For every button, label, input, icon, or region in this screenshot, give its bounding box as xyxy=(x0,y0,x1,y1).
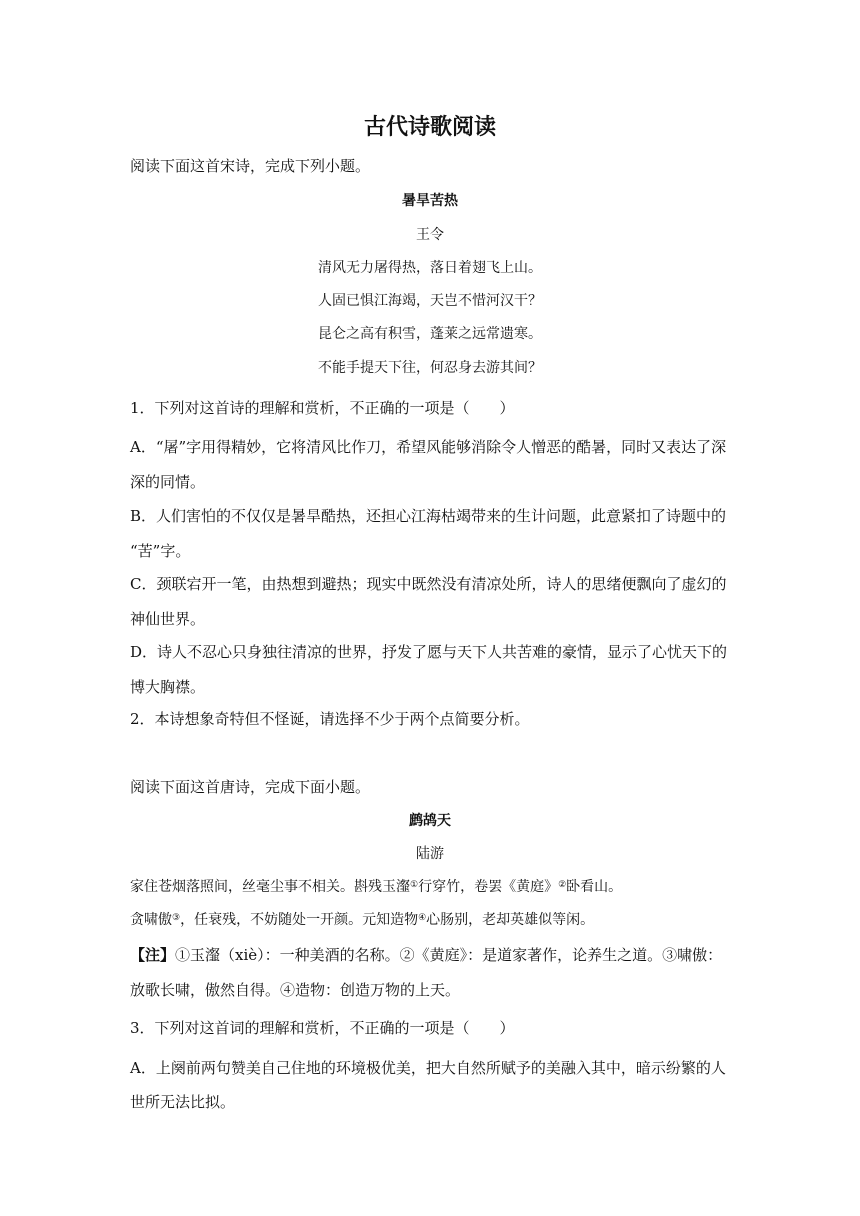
question-1-option-d-cont: 博大胸襟。 xyxy=(130,678,206,696)
footnote-marker: ② xyxy=(558,880,567,890)
question-1-option-c-cont: 神仙世界。 xyxy=(130,610,206,628)
question-1-option-a-cont: 深的同情。 xyxy=(130,473,206,491)
poem1-title: 暑旱苦热 xyxy=(402,193,458,209)
poem2-text: 家住苍烟落照间，丝毫尘事不相关。斟残玉瀣 xyxy=(130,879,410,895)
footnote-marker: ① xyxy=(410,880,419,890)
poem2-text: 贪啸傲 xyxy=(130,912,172,928)
note-text: ①玉瀣（xiè）：一种美酒的名称。②《黄庭》：是道家著作，论养生之道。③啸傲： xyxy=(175,946,723,964)
poem2-line-1 xyxy=(130,876,622,898)
question-2-stem: 2．本诗想象奇特但不怪诞，请选择不少于两个点简要分析。 xyxy=(130,710,530,728)
question-3-stem: 3．下列对这首词的理解和赏析，不正确的一项是（ ） xyxy=(130,1019,515,1037)
question-1-option-b-cont: “苦”字。 xyxy=(130,542,191,560)
poem1-line: 昆仑之高有积雪，蓬莱之远常遗寒。 xyxy=(318,326,542,342)
question-1-option-d: D．诗人不忍心只身独往清凉的世界，抒发了愿与天下人共苦难的豪情，显示了心忧天下的 xyxy=(130,643,728,661)
poem1-line: 不能手提天下往，何忍身去游其间？ xyxy=(318,360,542,376)
note-line-2: 放歌长啸，傲然自得。④造物：创造万物的上天。 xyxy=(130,981,461,999)
question-1-option-c: C．颈联宕开一笔，由热想到避热；现实中既然没有清凉处所，诗人的思绪便飘向了虚幻的 xyxy=(130,575,727,593)
section1-intro: 阅读下面这首宋诗，完成下列小题。 xyxy=(130,157,371,175)
note-line-1 xyxy=(130,944,722,966)
note-label: 【注】 xyxy=(130,946,176,964)
poem2-text: ，任衰残，不妨随处一开颜。元知造物 xyxy=(180,912,419,928)
poem1-line: 人固已惧江海竭，天岂不惜河汉干？ xyxy=(318,293,542,309)
page-title: 古代诗歌阅读 xyxy=(363,114,496,140)
question-1-stem: 1．下列对这首诗的理解和赏析，不正确的一项是（ ） xyxy=(130,399,515,417)
question-1-option-a: A．“屠”字用得精妙，它将清风比作刀，希望风能够消除令人憎恶的酷暑，同时又表达了深 xyxy=(130,438,727,456)
poem2-text: 心肠别，老却英雄似等闲。 xyxy=(426,912,595,928)
question-3-option-a: A．上阕前两句赞美自己住地的环境极优美，把大自然所赋予的美融入其中，暗示纷繁的人 xyxy=(130,1059,726,1077)
poem2-title: 鹧鸪天 xyxy=(409,813,451,829)
poem2-text: 卧看山。 xyxy=(566,879,623,895)
poem2-author: 陆游 xyxy=(416,846,444,862)
poem2-line-2 xyxy=(130,909,594,931)
poem2-text: 行穿竹，卷罢《黄庭》 xyxy=(418,879,559,895)
poem1-author: 王令 xyxy=(416,227,444,243)
footnote-marker: ④ xyxy=(418,913,427,923)
question-1-option-b: B．人们害怕的不仅仅是暑旱酷热，还担心江海枯竭带来的生计问题，此意紧扣了诗题中的 xyxy=(130,507,727,525)
poem1-line: 清风无力屠得热，落日着翅飞上山。 xyxy=(318,260,542,276)
section2-intro: 阅读下面这首唐诗，完成下面小题。 xyxy=(130,778,371,796)
footnote-marker: ③ xyxy=(172,913,181,923)
question-3-option-a-cont: 世所无法比拟。 xyxy=(130,1093,236,1111)
